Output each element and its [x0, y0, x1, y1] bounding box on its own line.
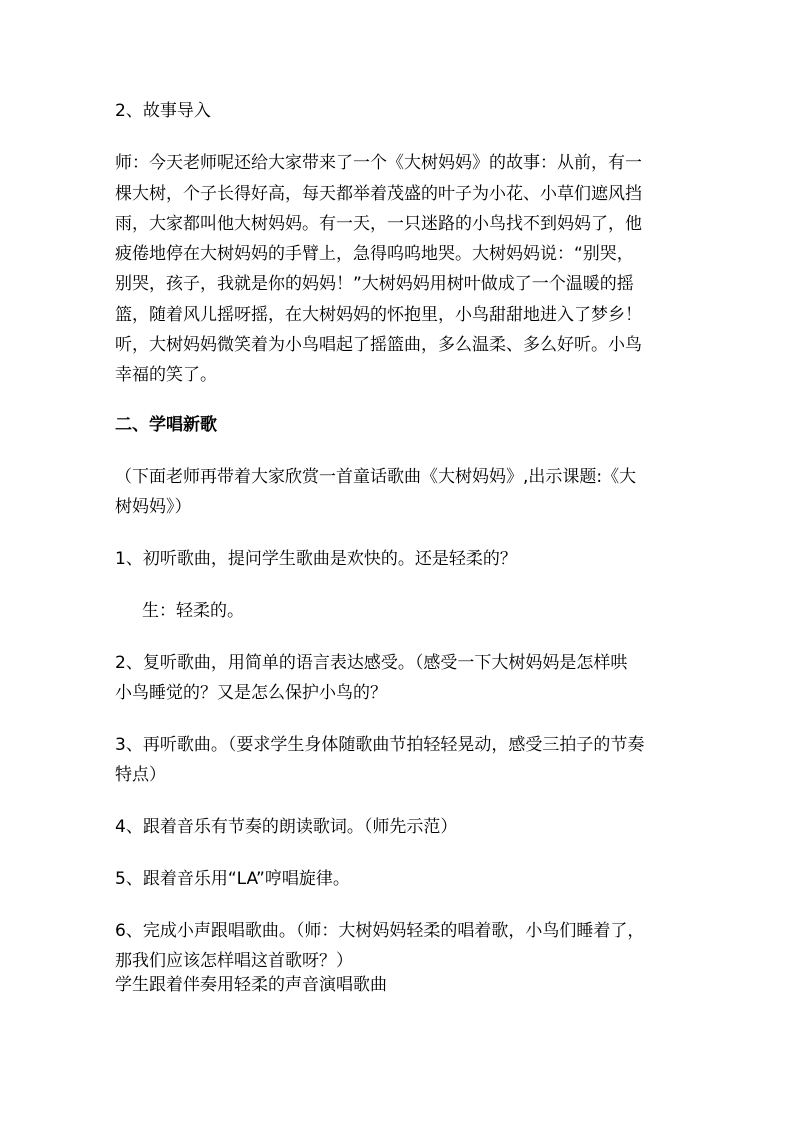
- paragraph-line: 棵大树，个子长得好高，每天都举着茂盛的叶子为小花、小草们遮风挡: [115, 184, 642, 204]
- step-item-6: 6、完成小声跟唱歌曲。（师：大树妈妈轻柔的唱着歌，小鸟们睡着了，: [115, 921, 645, 941]
- paragraph-line: 别哭，孩子，我就是你的妈妈！”大树妈妈用树叶做成了一个温暖的摇: [115, 274, 634, 294]
- paragraph-line: （下面老师再带着大家欣赏一首童话歌曲《大树妈妈》,出示课题:《大: [115, 467, 637, 487]
- step-item-6-cont: 那我们应该怎样唱这首歌呀？）: [115, 951, 353, 971]
- closing-line: 学生跟着伴奏用轻柔的声音演唱歌曲: [115, 975, 387, 995]
- paragraph-line: 师：今天老师呢还给大家带来了一个《大树妈妈》的故事：从前，有一: [115, 153, 642, 173]
- step-item-2: 2、复听歌曲，用简单的语言表达感受。（感受一下大树妈妈是怎样哄: [115, 653, 628, 673]
- paragraph-line: 疲倦地停在大树妈妈的手臂上，急得呜呜地哭。大树妈妈说：“别哭，: [115, 244, 634, 264]
- step-item-5: 5、跟着音乐用“LA”哼唱旋律。: [115, 869, 350, 889]
- paragraph-line: 篮，随着风儿摇呀摇，在大树妈妈的怀抱里，小鸟甜甜地进入了梦乡！: [115, 305, 642, 325]
- paragraph-line: 雨，大家都叫他大树妈妈。有一天，一只迷路的小鸟找不到妈妈了，他: [115, 214, 642, 234]
- step-item-3-cont: 特点）: [115, 765, 166, 785]
- paragraph-line: 听，大树妈妈微笑着为小鸟唱起了摇篮曲，多么温柔、多么好听。小鸟: [115, 335, 642, 355]
- paragraph-line: 树妈妈》）: [115, 497, 192, 517]
- section-heading-learn-song: 二、学唱新歌: [115, 415, 217, 435]
- section-title-story-intro: 2、故事导入: [115, 101, 211, 121]
- step-item-3: 3、再听歌曲。（要求学生身体随歌曲节拍轻轻晃动，感受三拍子的节奏: [115, 735, 645, 755]
- step-item-2-cont: 小鸟睡觉的？又是怎么保护小鸟的？: [115, 683, 387, 703]
- paragraph-line: 幸福的笑了。: [115, 365, 217, 385]
- step-item-1: 1、初听歌曲，提问学生歌曲是欢快的。还是轻柔的？: [115, 549, 517, 569]
- student-answer: 生：轻柔的。: [142, 601, 244, 621]
- step-item-4: 4、跟着音乐有节奏的朗读歌词。（师先示范）: [115, 817, 458, 837]
